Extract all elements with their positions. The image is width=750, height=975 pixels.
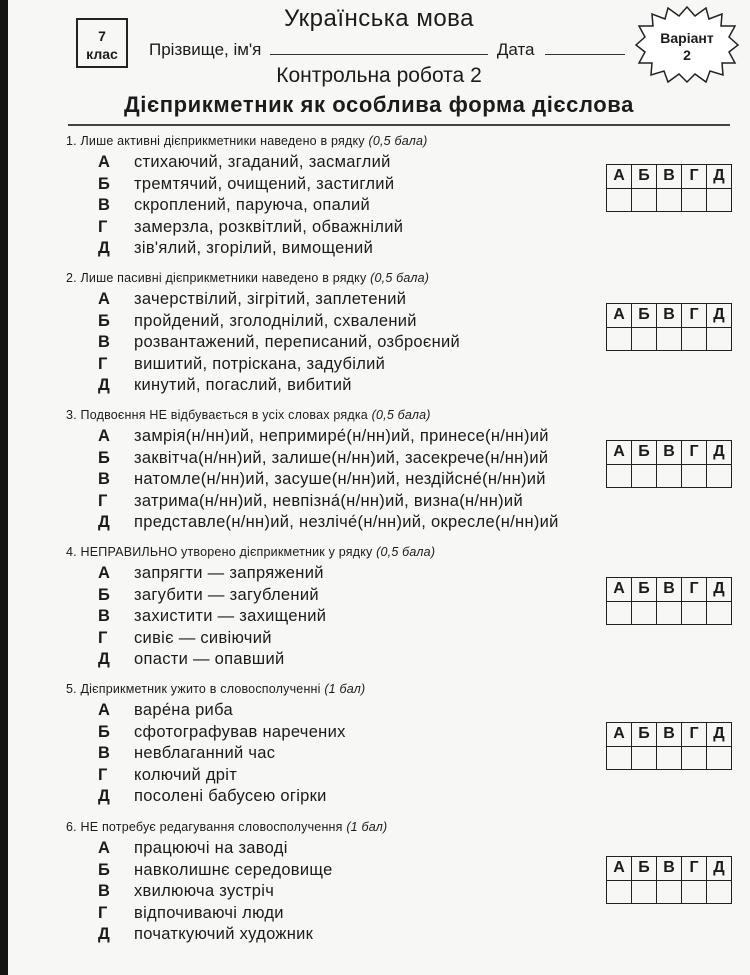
answer-grid-header-row bbox=[607, 578, 732, 602]
answer-letter-cell: Д bbox=[706, 857, 731, 881]
answer-letter-cell: В bbox=[657, 578, 682, 602]
option-letter: А bbox=[98, 701, 111, 719]
option-item bbox=[66, 512, 736, 534]
answer-mark-cell[interactable] bbox=[706, 188, 731, 212]
option-letter: Г bbox=[98, 903, 108, 922]
question-number: 6. bbox=[66, 820, 77, 834]
option-letter: Г bbox=[98, 628, 108, 647]
option-letter: Д bbox=[98, 376, 111, 394]
option-letter: Б bbox=[98, 174, 111, 193]
answer-grid-mark-row bbox=[607, 746, 732, 770]
option-text: зачерствілий, зігрітий, заплетений bbox=[134, 290, 407, 308]
answer-letter-cell: Г bbox=[682, 857, 707, 881]
option-letter: В bbox=[98, 470, 111, 488]
option-item bbox=[66, 649, 736, 671]
answer-letter-cell: Б bbox=[632, 723, 657, 747]
option-letter: Д bbox=[98, 513, 111, 531]
answer-letter-cell: Г bbox=[682, 165, 707, 189]
answer-mark-cell[interactable] bbox=[632, 464, 657, 488]
answer-letter-cell: А bbox=[607, 165, 632, 189]
option-letter: Г bbox=[98, 217, 108, 236]
answer-letter-cell: Д bbox=[706, 304, 731, 328]
answer-mark-cell[interactable] bbox=[657, 327, 682, 351]
question-number: 4. bbox=[66, 545, 77, 559]
answer-letter-cell: Б bbox=[632, 165, 657, 189]
question-number: 5. bbox=[66, 682, 77, 696]
question-text: Дієприкметник ужито в словосполученні bbox=[80, 682, 321, 696]
option-item bbox=[66, 354, 736, 376]
header-divider bbox=[68, 124, 730, 126]
answer-mark-cell[interactable] bbox=[632, 327, 657, 351]
option-text: варе́на риба bbox=[134, 701, 233, 719]
option-item bbox=[66, 375, 736, 397]
option-text: пройдений, зголоднілий, схвалений bbox=[134, 311, 417, 330]
answer-mark-cell[interactable] bbox=[607, 464, 632, 488]
option-letter: Б bbox=[98, 722, 111, 741]
option-letter: Д bbox=[98, 925, 111, 943]
answer-grid-header-row bbox=[607, 165, 732, 189]
option-letter: А bbox=[98, 839, 111, 857]
option-letter: Д bbox=[98, 650, 111, 668]
option-text: невблаганний час bbox=[134, 744, 276, 762]
answer-letter-cell: Б bbox=[632, 441, 657, 465]
question-text: Подвоєння НЕ відбувається в усіх словах рядка bbox=[80, 408, 368, 422]
answer-grid-header-row bbox=[607, 723, 732, 747]
answer-grid bbox=[606, 722, 732, 770]
answer-mark-cell[interactable] bbox=[657, 464, 682, 488]
answer-grid-header-row bbox=[607, 441, 732, 465]
name-label: Прізвище, ім'я bbox=[149, 40, 262, 59]
question-points: (0,5 бала) bbox=[368, 134, 428, 148]
option-text: навколишнє середовище bbox=[134, 860, 333, 879]
answer-grid-mark-row bbox=[607, 327, 732, 351]
answer-mark-cell[interactable] bbox=[682, 464, 707, 488]
test-title: Контрольна робота 2 bbox=[276, 64, 482, 87]
worksheet-page bbox=[8, 0, 750, 975]
answer-mark-cell[interactable] bbox=[632, 880, 657, 904]
question-text: Лише пасивні дієприкметники наведено в рядку bbox=[80, 271, 367, 285]
answer-grid bbox=[606, 303, 732, 351]
option-text: відпочиваючі люди bbox=[134, 903, 284, 922]
name-date-row bbox=[149, 40, 625, 60]
option-text: замерзла, розквітлий, обважнілий bbox=[134, 217, 404, 236]
option-text: зів'ялий, згорілий, вимощений bbox=[134, 239, 374, 257]
answer-grid-mark-row bbox=[607, 188, 732, 212]
option-text: посолені бабусею огірки bbox=[134, 787, 327, 805]
option-text: кинутий, погаслий, вибитий bbox=[134, 376, 352, 394]
question-prompt bbox=[66, 682, 736, 696]
option-letter: Б bbox=[98, 860, 111, 879]
answer-letter-cell: Б bbox=[632, 857, 657, 881]
option-text: хвилююча зустріч bbox=[134, 882, 275, 900]
question-prompt bbox=[66, 545, 736, 559]
answer-mark-cell[interactable] bbox=[657, 188, 682, 212]
answer-letter-cell: Б bbox=[632, 304, 657, 328]
answer-mark-cell[interactable] bbox=[657, 601, 682, 625]
option-letter: А bbox=[98, 564, 111, 582]
answer-letter-cell: Б bbox=[632, 578, 657, 602]
question-points: (0,5 бала) bbox=[376, 545, 436, 559]
name-field-line[interactable] bbox=[270, 40, 488, 55]
answer-letter-cell: Д bbox=[706, 578, 731, 602]
answer-mark-cell[interactable] bbox=[706, 880, 731, 904]
option-item bbox=[66, 903, 736, 925]
answer-mark-cell[interactable] bbox=[706, 327, 731, 351]
answer-mark-cell[interactable] bbox=[632, 188, 657, 212]
question-prompt bbox=[66, 271, 736, 285]
date-label: Дата bbox=[496, 40, 535, 59]
option-text: колючий дріт bbox=[134, 765, 238, 784]
option-text: загубити — загублений bbox=[134, 585, 319, 604]
question-number: 2. bbox=[66, 271, 77, 285]
question-prompt bbox=[66, 408, 736, 422]
option-text: замрія(н/нн)ий, непримире́(н/нн)ий, принесе(н/нн)ий bbox=[134, 427, 549, 445]
question-points: (1 бал) bbox=[346, 820, 388, 834]
answer-letter-cell: Д bbox=[706, 165, 731, 189]
answer-mark-cell[interactable] bbox=[682, 880, 707, 904]
option-text: сфотографував наречених bbox=[134, 722, 346, 741]
option-letter: Д bbox=[98, 239, 111, 257]
option-letter: Г bbox=[98, 491, 108, 510]
option-item bbox=[66, 786, 736, 808]
option-item bbox=[66, 217, 736, 239]
option-letter: Г bbox=[98, 354, 108, 373]
option-letter: В bbox=[98, 333, 111, 351]
answer-mark-cell[interactable] bbox=[657, 880, 682, 904]
option-letter: Б bbox=[98, 448, 111, 467]
answer-mark-cell[interactable] bbox=[632, 746, 657, 770]
answer-mark-cell[interactable] bbox=[607, 188, 632, 212]
option-text: сивіє — сивіючий bbox=[134, 628, 272, 647]
option-text: натомле(н/нн)ий, засуше(н/нн)ий, нездійсне́(н/нн)ий bbox=[134, 470, 546, 488]
option-letter: Д bbox=[98, 787, 111, 805]
answer-grid bbox=[606, 856, 732, 904]
option-letter: Г bbox=[98, 765, 108, 784]
option-item bbox=[66, 491, 736, 513]
answer-letter-cell: В bbox=[657, 441, 682, 465]
answer-mark-cell[interactable] bbox=[706, 746, 731, 770]
answer-letter-cell: А bbox=[607, 857, 632, 881]
answer-mark-cell[interactable] bbox=[657, 746, 682, 770]
option-text: захистити — захищений bbox=[134, 607, 327, 625]
answer-mark-cell[interactable] bbox=[682, 746, 707, 770]
answer-grid-header-row bbox=[607, 857, 732, 881]
answer-mark-cell[interactable] bbox=[607, 601, 632, 625]
answer-letter-cell: В bbox=[657, 857, 682, 881]
option-letter: В bbox=[98, 882, 111, 900]
question-number: 3. bbox=[66, 408, 77, 422]
option-text: розвантажений, переписаний, озброєний bbox=[134, 333, 461, 351]
answer-mark-cell[interactable] bbox=[632, 601, 657, 625]
question-prompt bbox=[66, 820, 736, 834]
option-item bbox=[66, 238, 736, 260]
answer-mark-cell[interactable] bbox=[682, 327, 707, 351]
option-text: тремтячий, очищений, застиглий bbox=[134, 174, 395, 193]
date-field-line[interactable] bbox=[545, 40, 625, 55]
option-letter: В bbox=[98, 607, 111, 625]
option-text: вишитий, потріскана, задубілий bbox=[134, 354, 386, 373]
option-text: затрима(н/нн)ий, невпізна́(н/нн)ий, визна(н/нн)ий bbox=[134, 491, 523, 510]
answer-grid-header-row bbox=[607, 304, 732, 328]
answer-letter-cell: Г bbox=[682, 578, 707, 602]
question-text: Лише активні дієприкметники наведено в рядку bbox=[80, 134, 365, 148]
answer-letter-cell: Д bbox=[706, 723, 731, 747]
variant-number: 2 bbox=[683, 47, 691, 63]
option-text: заквітча(н/нн)ий, залише(н/нн)ий, засекрече(н/нн)ий bbox=[134, 448, 549, 467]
variant-label: Варіант bbox=[660, 30, 714, 46]
answer-letter-cell: А bbox=[607, 441, 632, 465]
option-text: запрягти — запряжений bbox=[134, 564, 324, 582]
option-letter: Б bbox=[98, 585, 111, 604]
question-points: (1 бал) bbox=[324, 682, 366, 696]
option-letter: В bbox=[98, 744, 111, 762]
answer-letter-cell: Д bbox=[706, 441, 731, 465]
question-points: (0,5 бала) bbox=[371, 408, 431, 422]
option-letter: Б bbox=[98, 311, 111, 330]
answer-grid bbox=[606, 577, 732, 625]
option-item bbox=[66, 924, 736, 946]
answer-grid-mark-row bbox=[607, 880, 732, 904]
answer-mark-cell[interactable] bbox=[607, 746, 632, 770]
answer-letter-cell: В bbox=[657, 304, 682, 328]
option-letter: А bbox=[98, 427, 111, 445]
answer-letter-cell: В bbox=[657, 165, 682, 189]
option-item bbox=[66, 628, 736, 650]
answer-grid bbox=[606, 440, 732, 488]
option-item bbox=[66, 700, 736, 722]
subject-title: Українська мова bbox=[283, 5, 474, 32]
answer-letter-cell: Г bbox=[682, 304, 707, 328]
option-letter: А bbox=[98, 290, 111, 308]
grade-word: клас bbox=[86, 46, 118, 62]
answer-letter-cell: А bbox=[607, 578, 632, 602]
topic-heading: Дієприкметник як особлива форма дієслова bbox=[124, 92, 634, 117]
question-number: 1. bbox=[66, 134, 77, 148]
answer-mark-cell[interactable] bbox=[706, 601, 731, 625]
answer-mark-cell[interactable] bbox=[682, 188, 707, 212]
option-text: стихаючий, згаданий, засмаглий bbox=[134, 153, 391, 171]
answer-mark-cell[interactable] bbox=[706, 464, 731, 488]
option-letter: В bbox=[98, 196, 111, 214]
answer-letter-cell: А bbox=[607, 304, 632, 328]
answer-letter-cell: Г bbox=[682, 441, 707, 465]
answer-mark-cell[interactable] bbox=[682, 601, 707, 625]
option-text: працюючі на заводі bbox=[134, 839, 288, 857]
answer-grid bbox=[606, 164, 732, 212]
question-prompt bbox=[66, 134, 736, 148]
question-points: (0,5 бала) bbox=[370, 271, 430, 285]
grade-number: 7 bbox=[98, 28, 106, 44]
question-text: НЕ потребує редагування словосполучення bbox=[80, 820, 343, 834]
option-text: скроплений, паруюча, опалий bbox=[134, 196, 371, 214]
answer-letter-cell: Г bbox=[682, 723, 707, 747]
option-text: представле(н/нн)ий, незліче́(н/нн)ий, окресле(н/нн)ий bbox=[134, 513, 559, 531]
option-text: початкуючий художник bbox=[134, 925, 314, 943]
answer-letter-cell: А bbox=[607, 723, 632, 747]
answer-mark-cell[interactable] bbox=[607, 327, 632, 351]
answer-grid-mark-row bbox=[607, 601, 732, 625]
answer-letter-cell: В bbox=[657, 723, 682, 747]
answer-mark-cell[interactable] bbox=[607, 880, 632, 904]
variant-label-block bbox=[634, 30, 740, 64]
option-text: опасти — опавший bbox=[134, 650, 285, 668]
question-text: НЕПРАВИЛЬНО утворено дієприкметник у рядку bbox=[80, 545, 373, 559]
option-letter: А bbox=[98, 153, 111, 171]
answer-grid-mark-row bbox=[607, 464, 732, 488]
